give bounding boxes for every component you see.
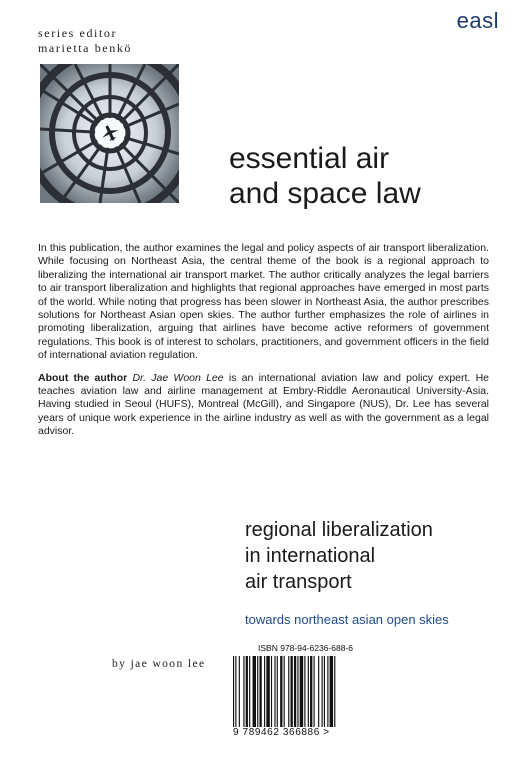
author-byline: by jae woon lee xyxy=(112,658,206,670)
book-title-line1: regional liberalization xyxy=(245,519,433,541)
book-subtitle: towards northeast asian open skies xyxy=(245,612,449,627)
publisher-imprint: easl xyxy=(456,8,499,33)
series-editor-label: series editor xyxy=(38,26,118,40)
cover-photo xyxy=(40,64,179,203)
series-editor-name: marietta benkö xyxy=(38,41,133,55)
book-title-line2: in international xyxy=(245,545,376,567)
series-title-line1: essential air xyxy=(229,142,390,175)
barcode xyxy=(230,656,385,727)
series-editor-block xyxy=(38,26,132,56)
about-author-paragraph xyxy=(38,372,489,439)
isbn-label: ISBN 978-94-6236-688-6 xyxy=(258,643,353,653)
author-name: Dr. Jae Woon Lee xyxy=(132,371,224,384)
book-description xyxy=(38,242,489,448)
barcode-digits: 9 789462 366886 > xyxy=(233,727,330,738)
description-paragraph: In this publication, the author examines the legal and policy aspects of air transport liberalization. While focusing on Northeast Asia, the central theme of the book is a regional approach to liberalizing the international air transport market. The author critically analyzes the legal barriers to air transport liberalization and highlights that regional approaches have emerged in most parts of the world. While noting that progress has been slower in Northeast Asia, the author prescribes solutions for Northeast Asian open skies. The author further emphasizes the role of airlines in promoting liberalization, arguing that airlines have become active reformers of government regulations. This book is of interest to scholars, practitioners, and government officers in the field of international aviation regulation. xyxy=(38,242,489,362)
about-author-text: is an international aviation law and policy expert. He teaches aviation law and airline management at Embry-Riddle Aeronautical University-Asia. Having studied in Seoul (HUFS), Montreal (McGill), and Singapore (NUS), Dr. Lee has several years of unique work experience in the airline industry as well as with the government as a legal advisor. xyxy=(38,371,489,438)
about-author-heading: About the author xyxy=(38,371,128,384)
book-title xyxy=(245,517,433,595)
series-title-line2: and space law xyxy=(229,177,421,210)
book-title-line3: air transport xyxy=(245,571,352,593)
series-title xyxy=(229,141,421,211)
